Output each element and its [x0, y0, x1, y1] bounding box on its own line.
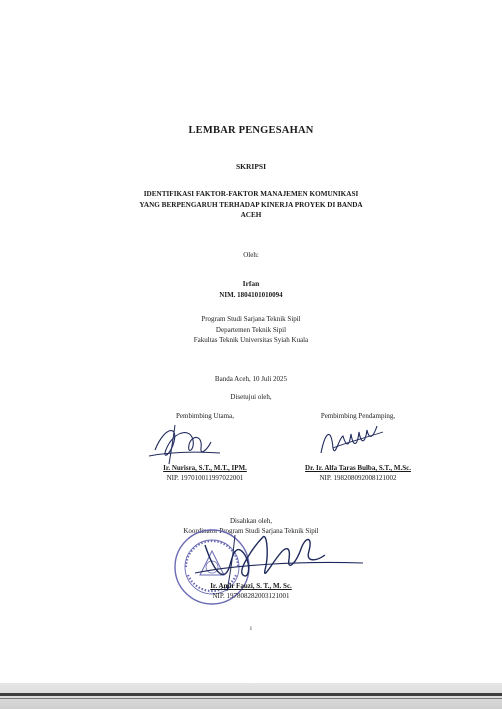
- scan-border-strip: [0, 683, 502, 709]
- signature-main-supervisor: [145, 420, 225, 470]
- supervisor-nip: NIP. 197010011997022001: [166, 474, 244, 482]
- coordinator-nip: NIP. 197808282003121001: [212, 592, 290, 600]
- supervisor-name: Dr. Ir. Alfa Taras Bulba, S.T., M.Sc.: [305, 464, 411, 472]
- author-nim: NIM. 1804101010094: [219, 291, 283, 299]
- thesis-title: [0, 189, 502, 221]
- by-label: Oleh:: [243, 251, 259, 259]
- supervisor-name: Ir. Nurisra, S.T., M.T., IPM.: [163, 464, 247, 472]
- supervisor-co: [258, 412, 458, 482]
- supervisor-role: Pembimbing Utama,: [176, 412, 234, 420]
- ratified-by-label: Disahkan oleh,: [230, 517, 272, 525]
- thesis-title-line: ACEH: [240, 211, 262, 219]
- document-type: SKRIPSI: [235, 162, 266, 171]
- page-title: LEMBAR PENGESAHAN: [188, 125, 314, 136]
- approved-by-label: Disetujui oleh,: [230, 393, 272, 401]
- coordinator-name: Ir. Amir Fauzi, S. T., M. Sc.: [210, 582, 292, 590]
- thesis-title-line: IDENTIFIKASI FAKTOR-FAKTOR MANAJEMEN KOMUNIKASI: [143, 190, 359, 198]
- scan-edge-line: [0, 698, 502, 699]
- signature-co-supervisor: [313, 418, 393, 468]
- supervisor-role: Pembimbing Pendamping,: [320, 412, 396, 420]
- scan-edge-line: [0, 693, 502, 696]
- institution-line: Program Studi Sarjana Teknik Sipil: [201, 315, 301, 323]
- coordinator-role: Koordinator Program Studi Sarjana Teknik Sipil: [183, 527, 319, 535]
- institution-line: Fakultas Teknik Universitas Syiah Kuala: [193, 336, 309, 344]
- institution-line: Departemen Teknik Sipil: [215, 325, 287, 334]
- place-date: Banda Aceh, 10 Juli 2025: [214, 375, 288, 383]
- thesis-title-line: YANG BERPENGARUH TERHADAP KINERJA PROYEK DI BANDA: [139, 200, 363, 209]
- supervisor-nip: NIP. 198208092008121002: [319, 474, 397, 482]
- author-name: Irfan: [242, 279, 260, 288]
- page-number: i: [250, 626, 252, 632]
- institution-block: [0, 314, 502, 346]
